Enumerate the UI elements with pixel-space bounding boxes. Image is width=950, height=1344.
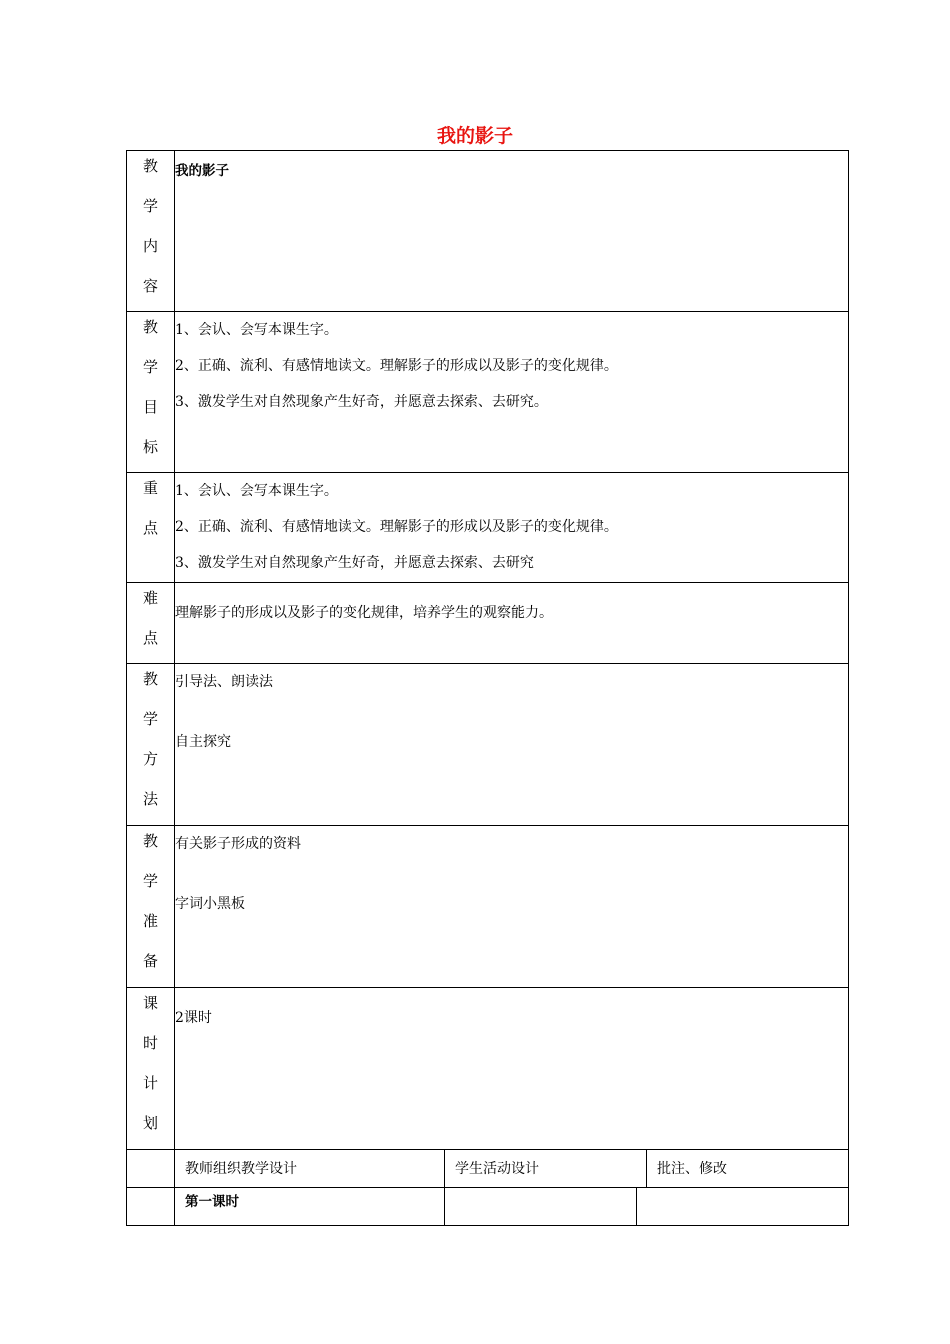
teaching-content-text: 我的影子 <box>175 163 229 179</box>
objective-item: 1、会认、会写本课生字。 <box>175 322 338 338</box>
row-lesson-schedule <box>127 988 849 1150</box>
method-item: 引导法、朗读法 <box>175 674 273 690</box>
row-label-key-points: 重 点 <box>127 473 175 583</box>
difficulties-cell <box>175 583 849 664</box>
row-teaching-content <box>127 151 849 312</box>
key-point-item: 1、会认、会写本课生字。 <box>175 483 338 499</box>
row-teaching-preparation <box>127 826 849 988</box>
method-item: 自主探究 <box>175 734 231 750</box>
row-label-teaching-methods: 教 学 方 法 <box>127 664 175 826</box>
design-columns-header <box>127 1150 849 1188</box>
column-header-teacher: 教师组织教学设计 <box>175 1150 445 1188</box>
empty-label-cell <box>127 1188 175 1226</box>
teaching-objectives-cell <box>175 312 849 473</box>
row-label-teaching-preparation: 教 学 准 备 <box>127 826 175 988</box>
objective-item: 3、激发学生对自然现象产生好奇，并愿意去探索、去研究。 <box>175 394 548 410</box>
objective-item: 2、正确、流利、有感情地读文。理解影子的形成以及影子的变化规律。 <box>175 358 618 374</box>
lesson-schedule-cell <box>175 988 849 1150</box>
row-label-lesson-schedule: 课 时 计 划 <box>127 988 175 1150</box>
preparation-item: 字词小黑板 <box>175 896 245 912</box>
row-difficulties <box>127 583 849 664</box>
lesson-schedule-text: 2课时 <box>175 1010 212 1026</box>
key-point-item: 2、正确、流利、有感情地读文。理解影子的形成以及影子的变化规律。 <box>175 519 618 535</box>
row-teaching-methods <box>127 664 849 826</box>
row-key-points <box>127 473 849 583</box>
teaching-content-cell <box>175 151 849 312</box>
notes-cell <box>637 1188 849 1226</box>
difficulties-text: 理解影子的形成以及影子的变化规律，培养学生的观察能力。 <box>175 605 553 621</box>
lesson-plan-table <box>126 150 849 1226</box>
key-points-cell <box>175 473 849 583</box>
column-header-notes: 批注、修改 <box>647 1150 849 1188</box>
page-title: 我的影子 <box>436 125 513 147</box>
row-label-difficulties: 难 点 <box>127 583 175 664</box>
empty-label-cell <box>127 1150 175 1188</box>
row-teaching-objectives <box>127 312 849 473</box>
first-lesson-row <box>127 1188 849 1226</box>
row-label-teaching-objectives: 教 学 目 标 <box>127 312 175 473</box>
key-point-item: 3、激发学生对自然现象产生好奇，并愿意去探索、去研究 <box>175 555 534 571</box>
row-label-teaching-content: 教 学 内 容 <box>127 151 175 312</box>
column-header-student: 学生活动设计 <box>445 1150 647 1188</box>
preparation-item: 有关影子形成的资料 <box>175 836 301 852</box>
student-activity-cell <box>445 1188 637 1226</box>
first-lesson-label: 第一课时 <box>175 1188 445 1226</box>
teaching-methods-cell <box>175 664 849 826</box>
teaching-preparation-cell <box>175 826 849 988</box>
